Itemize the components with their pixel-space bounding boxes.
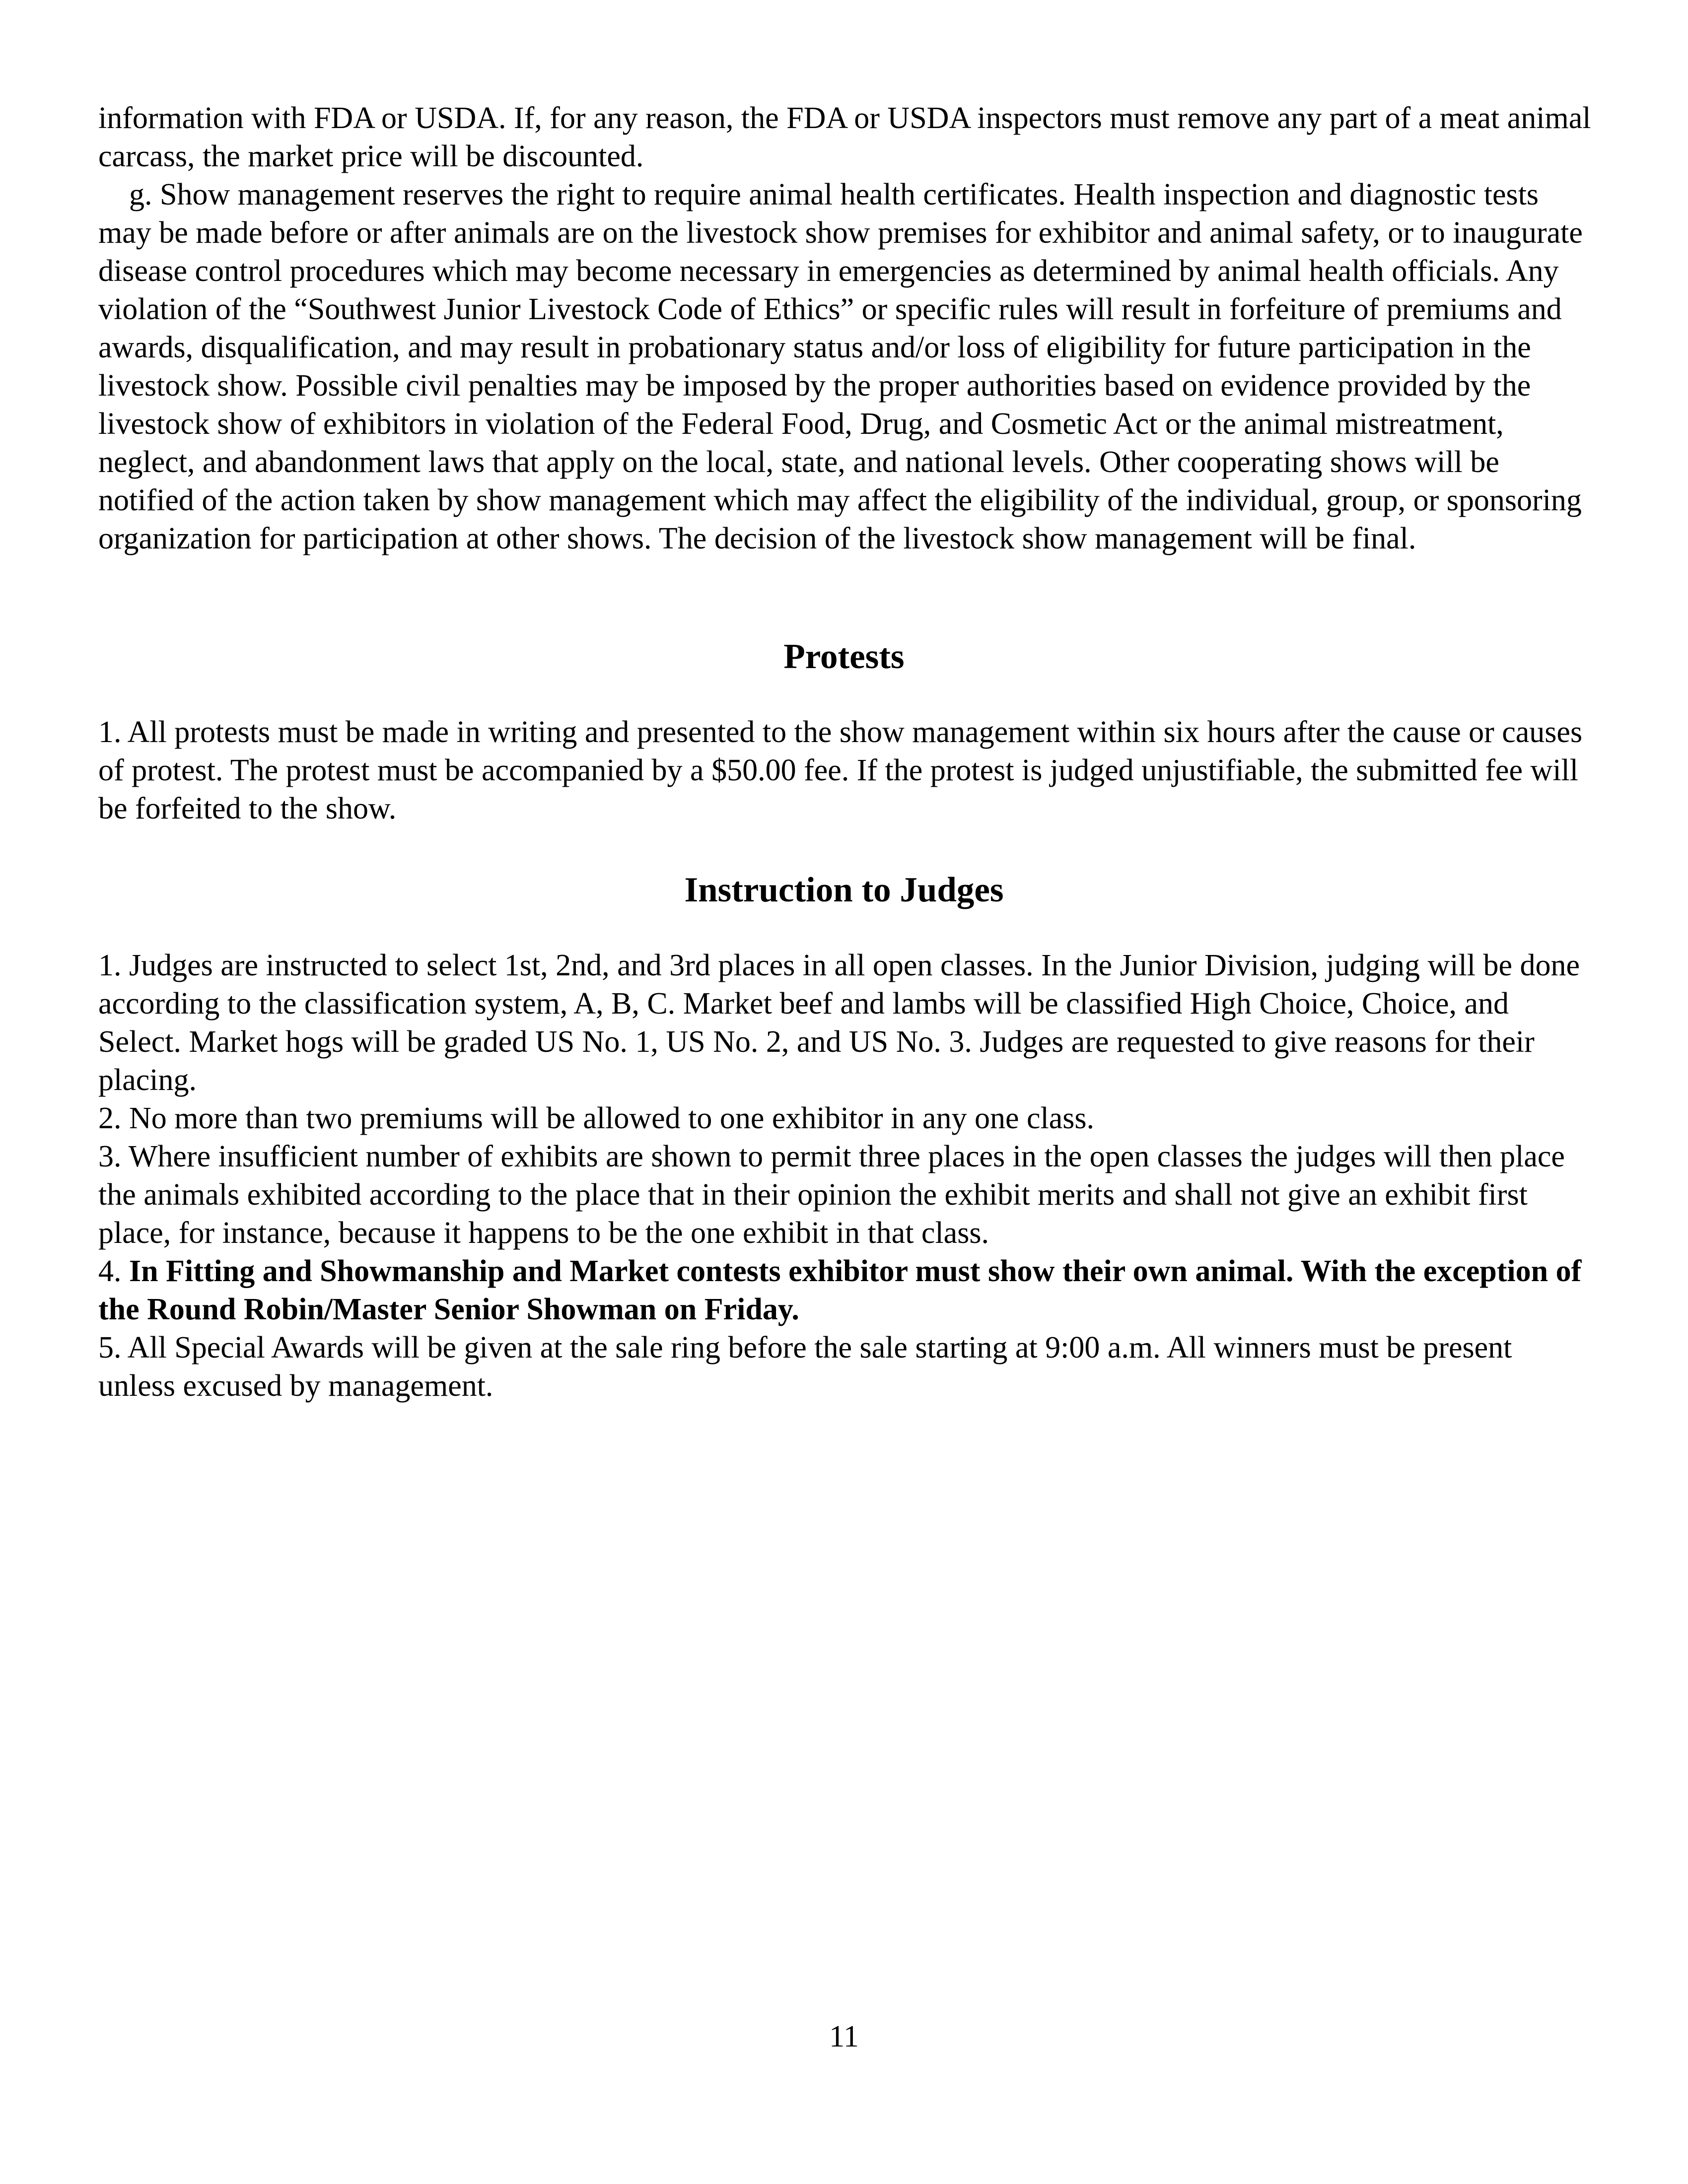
judges-item-4 <box>98 1252 1593 1329</box>
protests-section <box>98 713 1593 828</box>
judges-item-4-number: 4. <box>98 1254 129 1288</box>
protests-heading: Protests <box>783 637 905 676</box>
intro-section <box>98 99 1593 558</box>
intro-continuation-paragraph: information with FDA or USDA. If, for any reason, the FDA or USDA inspectors must remove any part of a meat animal carcass, the market price will be discounted. <box>98 101 1591 173</box>
judges-item-5: 5. All Special Awards will be given at the sale ring before the sale starting at 9:00 a.m. All winners must be present unless excused by management. <box>98 1331 1512 1403</box>
protest-item-1: 1. All protests must be made in writing and presented to the show management within six hours after the cause or causes of protest. The protest must be accompanied by a $50.00 fee. If the protest is judged unjustifiable, the submitted fee will be forfeited to the show. <box>98 715 1583 825</box>
page-number: 11 <box>829 2020 859 2053</box>
judges-section <box>98 947 1593 1405</box>
judges-item-1: 1. Judges are instructed to select 1st, 2nd, and 3rd places in all open classes. In the Junior Division, judging will be done according to the classification system, A, B, C. Market beef and lambs will be classified High Choice, Choice, and Select. Market hogs will be graded US No. 1, US No. 2, and US No. 3. Judges are requested to give reasons for their placing. <box>98 949 1580 1097</box>
item-g-paragraph: g. Show management reserves the right to require animal health certificates. Health inspection and diagnostic tests may be made before or after animals are on the livestock show premises for exhibitor and animal safety, or to inaugurate disease control procedures which may become necessary in emergencies as determined by animal health officials. Any violation of the “Southwest Junior Livestock Code of Ethics” or specific rules will result in forfeiture of premiums and awards, disqualification, and may result in probationary status and/or loss of eligibility for future participation in the livestock show. Possible civil penalties may be imposed by the proper authorities based on evidence provided by the livestock show of exhibitors in violation of the Federal Food, Drug, and Cosmetic Act or the animal mistreatment, neglect, and abandonment laws that apply on the local, state, and national levels. Other cooperating shows will be notified of the action taken by show management which may affect the eligibility of the individual, group, or sponsoring organization for participation at other shows. The decision of the livestock show management will be final. <box>98 178 1583 555</box>
judges-item-4-bold-text: In Fitting and Showmanship and Market contests exhibitor must show their own animal. With the exception of the Round Robin/Master Senior Showman on Friday. <box>98 1254 1582 1326</box>
judges-item-3: 3. Where insufficient number of exhibits are shown to permit three places in the open classes the judges will then place the animals exhibited according to the place that in their opinion the exhibit merits and shall not give an exhibit first place, for instance, because it happens to be the one exhibit in that class. <box>98 1140 1565 1250</box>
judges-heading: Instruction to Judges <box>684 871 1004 909</box>
judges-item-2: 2. No more than two premiums will be allowed to one exhibitor in any one class. <box>98 1101 1094 1135</box>
